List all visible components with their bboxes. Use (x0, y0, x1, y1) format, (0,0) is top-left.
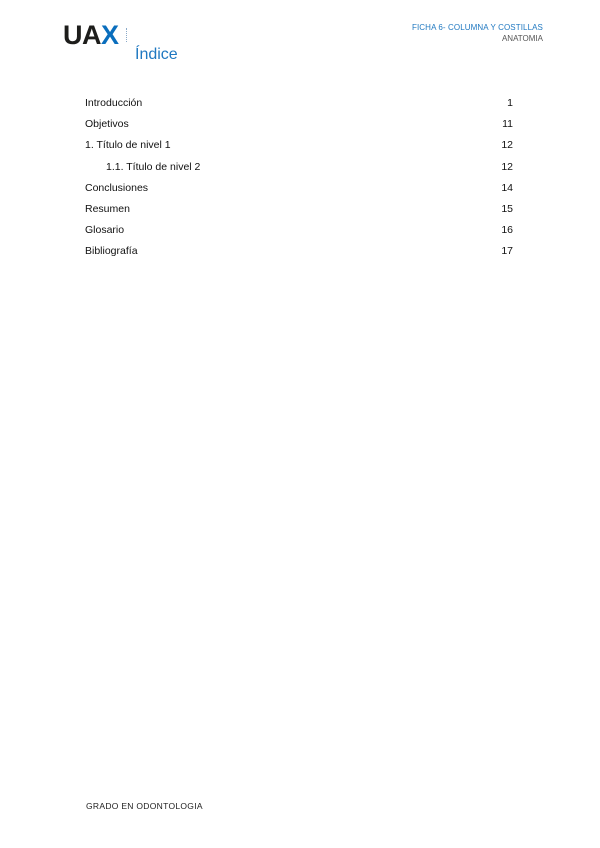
toc-entry-page: 16 (501, 224, 513, 237)
toc-entry[interactable] (85, 139, 513, 160)
uax-logo (63, 20, 119, 50)
footer-program: GRADO EN ODONTOLOGIA (86, 801, 203, 811)
toc-entry-page: 12 (501, 139, 513, 152)
logo-divider (126, 28, 128, 42)
toc-entry-label: 1. Título de nivel 1 (85, 139, 171, 152)
toc-entry-page: 1 (507, 97, 513, 109)
toc-entry-label: Glosario (85, 224, 125, 237)
toc-entry-page: 11 (502, 118, 513, 131)
toc-entry-label: Conclusiones (85, 181, 149, 194)
toc-entry[interactable] (85, 118, 513, 139)
toc-entry-label: Resumen (85, 202, 130, 215)
toc-entry[interactable] (85, 203, 513, 224)
logo-text-ua: UA (63, 20, 101, 50)
logo-text-x: X (101, 20, 119, 50)
course-line: ANATOMIA (501, 34, 543, 43)
toc-entry-label: Introducción (85, 97, 143, 109)
document-header (412, 22, 543, 44)
toc-entry-page: 12 (501, 160, 513, 173)
subject-line: FICHA 6- COLUMNA Y COSTILLAS (412, 23, 543, 32)
toc-entry-page: 14 (501, 181, 513, 194)
toc-entry[interactable] (85, 97, 513, 118)
toc-entry-page: 17 (501, 245, 513, 258)
toc-entry[interactable] (85, 245, 513, 266)
toc-entry-level2[interactable] (85, 161, 513, 182)
toc-entry-label: Bibliografía (85, 245, 138, 258)
toc-entry-label: Objetivos (85, 118, 129, 131)
toc-entry-page: 15 (501, 202, 513, 215)
toc-entry-label: 1.1. Título de nivel 2 (106, 160, 201, 173)
table-of-contents (85, 97, 513, 267)
toc-entry[interactable] (85, 224, 513, 245)
toc-entry[interactable] (85, 182, 513, 203)
page-title: Índice (135, 46, 178, 63)
